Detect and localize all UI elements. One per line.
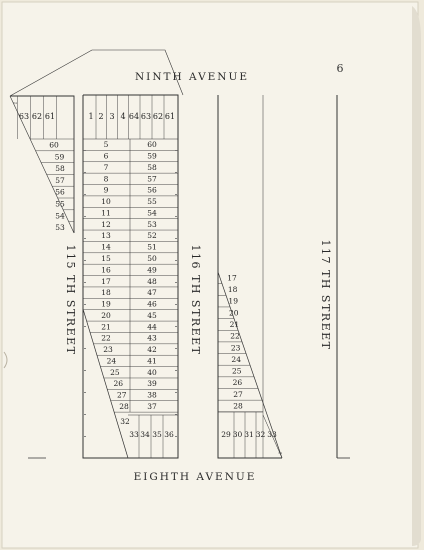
lot-number: 38	[147, 390, 157, 400]
lot-number: 44	[147, 322, 157, 332]
lot-number: 49	[147, 265, 157, 275]
dimension-mark	[84, 370, 86, 371]
lot-number: 64	[128, 112, 140, 121]
lot-number: 29	[221, 430, 231, 439]
dimension-mark	[175, 150, 177, 151]
lot-number: 27	[116, 390, 127, 400]
lot-number: 3	[109, 112, 115, 121]
lot-number: 20	[229, 308, 239, 318]
dimension-mark	[175, 370, 177, 371]
lot-number: 48	[147, 276, 157, 286]
lot-number: 25	[110, 367, 120, 377]
lot-number: 61	[44, 112, 56, 121]
street-label-117th: 117 TH STREET	[319, 239, 332, 351]
lot-number: 33	[267, 430, 277, 439]
lot-number: 20	[101, 310, 111, 320]
lot-number: 8	[103, 174, 109, 184]
lot-number: 34	[140, 430, 150, 439]
lot-number: 42	[147, 345, 157, 355]
dimension-mark	[175, 304, 177, 305]
dimension-mark	[84, 392, 86, 393]
lot-number: 17	[227, 273, 237, 283]
lot-number: 58	[147, 162, 157, 172]
lot-number: 54	[147, 208, 157, 218]
lot-number: 1	[88, 112, 94, 121]
lot-number: 28	[233, 401, 243, 411]
lot-number: 31	[244, 430, 254, 439]
lot-number: 63	[18, 112, 30, 121]
dimension-mark	[84, 326, 86, 327]
lot-number: 61	[164, 112, 176, 121]
lot-number: 16	[101, 265, 111, 275]
lot-number: 34	[278, 451, 282, 455]
lot-number: 23	[230, 343, 241, 353]
lot-number: 22	[101, 333, 111, 343]
lot-number: 54	[55, 211, 65, 221]
lot-number: 55	[147, 197, 157, 207]
dimension-mark	[84, 414, 86, 415]
lot-number: 18	[101, 288, 111, 298]
lot-number: 6	[103, 151, 109, 161]
lot-number: 32	[120, 417, 130, 426]
dimension-mark	[175, 238, 177, 239]
dimension-mark	[175, 392, 177, 393]
dimension-mark	[175, 414, 177, 415]
lot-number: 37	[147, 401, 157, 411]
lot-number: 58	[55, 164, 65, 174]
lot-number: 45	[147, 310, 157, 320]
lot-number: 17	[101, 276, 111, 286]
dimension-mark	[175, 282, 177, 283]
lot-number: 18	[227, 285, 238, 295]
lot-number: 21	[101, 322, 111, 332]
lot-number: 63	[140, 112, 152, 121]
dimension-mark	[84, 194, 86, 195]
lot-number: 59	[147, 151, 157, 161]
lot-number: 51	[147, 242, 157, 252]
avenue-label-ninth: NINTH AVENUE	[134, 71, 250, 83]
lot-number: 26	[232, 378, 243, 388]
lot-number: 33	[129, 430, 139, 439]
lot-number: 52	[147, 231, 157, 241]
lot-number: 10	[101, 197, 111, 207]
lot-number: 13	[101, 231, 111, 241]
lot-number: 59	[54, 152, 65, 162]
lot-number: 19	[101, 299, 111, 309]
lot-number: 9	[103, 185, 109, 195]
street-label-115th: 115 TH STREET	[64, 244, 77, 356]
lot-number: 60	[49, 140, 59, 150]
lot-number: 24	[106, 356, 117, 366]
dimension-mark	[175, 436, 177, 437]
avenue-label-eighth: EIGHTH AVENUE	[133, 471, 257, 483]
dimension-mark	[175, 326, 177, 327]
lot-number: 60	[147, 140, 157, 150]
dimension-mark	[84, 150, 86, 151]
dimension-mark	[84, 282, 86, 283]
lot-number: 43	[147, 333, 157, 343]
lot-number: 7	[103, 162, 109, 172]
lot-number: 56	[55, 187, 65, 197]
lot-number: 5	[103, 140, 109, 150]
lot-number: 56	[147, 185, 157, 195]
lot-number: 40	[147, 367, 157, 377]
dimension-mark	[84, 238, 86, 239]
dimension-mark	[84, 260, 86, 261]
lot-number: 22	[230, 331, 240, 341]
lot-number: 35	[152, 430, 162, 439]
lot-number: 47	[147, 288, 157, 298]
dimension-mark	[84, 436, 86, 437]
lot-number: 21	[229, 319, 240, 329]
lot-number: 39	[147, 379, 157, 389]
dimension-mark	[175, 216, 177, 217]
lot-number: 62	[31, 112, 43, 121]
lot-number: 32	[255, 430, 266, 439]
lot-number: 28	[119, 401, 129, 411]
lot-number: 27	[233, 389, 243, 399]
dimension-mark	[175, 194, 177, 195]
dimension-mark	[84, 304, 86, 305]
lot-number: 2	[98, 112, 104, 121]
lot-number: 55	[55, 199, 65, 209]
lot-number: 23	[103, 345, 113, 355]
lot-number: 57	[147, 174, 157, 184]
dimension-mark	[175, 260, 177, 261]
lot-number: 53	[147, 219, 157, 229]
lot-number: 26	[113, 379, 124, 389]
lot-number: 53	[55, 223, 65, 233]
dimension-mark	[84, 216, 86, 217]
lot-number: 64	[13, 101, 17, 105]
lot-number: 14	[101, 242, 111, 252]
dimension-mark	[175, 172, 177, 173]
dimension-mark	[175, 348, 177, 349]
lot-number: 62	[152, 112, 164, 121]
page-number: 6	[336, 62, 344, 75]
lot-number: 36	[164, 430, 174, 439]
lot-number: 19	[228, 296, 238, 306]
lot-number: 57	[55, 175, 65, 185]
lot-number: 50	[147, 253, 157, 263]
dimension-mark	[84, 172, 86, 173]
street-label-116th: 116 TH STREET	[189, 244, 202, 356]
lot-number: 11	[101, 208, 111, 218]
lot-number: 41	[147, 356, 157, 366]
lot-number: 4	[120, 112, 126, 121]
dimension-mark	[84, 348, 86, 349]
lot-number: 30	[232, 430, 243, 439]
lot-number: 15	[101, 253, 111, 263]
lot-number: 12	[101, 219, 111, 229]
lot-number: 25	[232, 366, 242, 376]
lot-number: 46	[147, 299, 157, 309]
lot-number: 24	[231, 354, 241, 364]
